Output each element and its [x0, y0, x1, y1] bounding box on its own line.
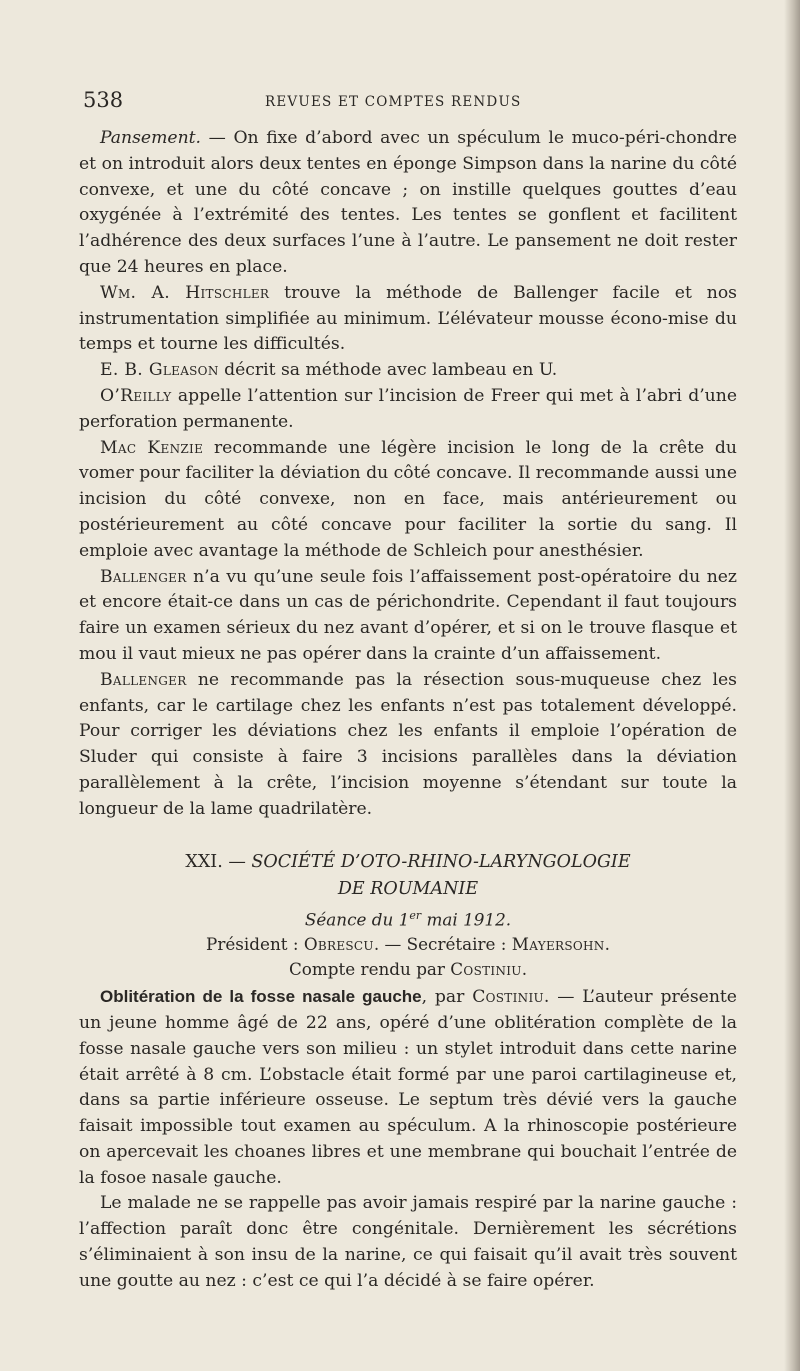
paragraph-text: n’a vu qu’une seule fois l’affaissement post-opératoire du nez et encore était-ce dans un cas de périchondrite. Cependant il faut toujours faire un examen sérieux du nez avant d’opérer, et si on le trouve flasque et mou il vaut mieux ne pas opérer dans la crainte d’un affaissement.: [79, 566, 737, 664]
page-number: 538: [83, 88, 124, 112]
reporter-name: Costiniu: [450, 959, 522, 980]
author-name: Costiniu: [472, 987, 544, 1008]
paragraph-text: Le malade ne se rappelle pas avoir jamais respiré par la narine gauche : l’affection paraît donc être congénitale. Dernièrement les sécrétions s’éliminaient à son insu de la narine, ce qui faisait qu’il avait très souvent une goutte au nez : c’est ce qui l’a décidé à se faire opérer.: [79, 1193, 737, 1291]
author-name: O’Reilly: [100, 385, 172, 406]
seance-text: Séance du 1: [304, 909, 410, 930]
section-heading: [79, 849, 737, 983]
paragraph-text: . — L’auteur présente un jeune homme âgé de 22 ans, opéré d’une oblitération complète de la fosse nasale gauche vers son milieu : un stylet introduit dans cette narine était arrêté à 8 cm. L’obstacle était formé par une paroi cartilagineuse et, dans sa partie inférieure osseuse. Le septum très dévié vers la gauche faisait impossible tout examen au spéculum. A la rhinoscopie postérieure on apercevait les choanes libres et une membrane qui bouchait l’entrée de la fosoe nasale gauche.: [79, 987, 737, 1188]
section-title-line-1: [79, 849, 737, 876]
reporter-end: .: [521, 959, 528, 980]
paragraph-gleason: [79, 358, 737, 384]
secretary-label: . — Secrétaire :: [373, 934, 512, 955]
page-body: [79, 126, 737, 1295]
paragraph-text: décrit sa méthode avec lambeau en U.: [218, 360, 558, 381]
paragraph-label: Pansement.: [100, 128, 202, 148]
running-title: REVUES ET COMPTES RENDUS: [265, 94, 522, 110]
paragraph-hitschler: [79, 281, 737, 358]
page-header: [83, 88, 733, 118]
reporter-line: [79, 957, 737, 982]
section-title-line-2: DE ROUMANIE: [337, 878, 479, 899]
secretary-end: .: [604, 934, 610, 955]
article-title: Oblitération de la fosse nasale gauche: [100, 987, 422, 1007]
paragraph-text: appelle l’attention sur l’incision de Freer qui met à l’abri d’une perforation permanente.: [79, 385, 737, 432]
reporter-label: Compte rendu par: [288, 959, 451, 980]
seance-text-end: mai 1912.: [421, 909, 512, 930]
president-name: Obrescu: [303, 934, 374, 955]
seance-superscript: er: [409, 908, 422, 922]
president-label: Président :: [206, 934, 304, 955]
author-name: Mac Kenzie: [100, 437, 204, 458]
paragraph-ballenger-1: [79, 565, 737, 668]
section-title: SOCIÉTÉ D’OTO-RHINO-LARYNGOLOGIE: [251, 851, 631, 872]
paragraph-malade: [79, 1191, 737, 1294]
seance-date: [79, 903, 737, 933]
author-name: Wm. A. Hitschler: [100, 282, 270, 303]
officers-line: [79, 932, 737, 957]
paragraph-text: ne recommande pas la résection sous-muqueuse chez les enfants, car le cartilage chez les enfants n’est pas totalement développé. Pour corriger les déviations chez les enfants il emploie l’opération de Sluder qui consiste à faire 3 incisions parallèles dans la déviation parallèlement à la crête, l’incision moyenne s’étendant sur toute la longueur de la lame quadrilatère.: [79, 669, 737, 819]
paragraph-pansement: [79, 126, 737, 281]
paragraph-ballenger-2: [79, 668, 737, 823]
author-name: E. B. Gleason: [100, 360, 219, 381]
page-edge-shadow: [784, 0, 800, 1371]
article-by: , par: [421, 987, 473, 1008]
paragraph-text: — On fixe d’abord avec un spéculum le muco-péri-chondre et on introduit alors deux tentes en éponge Simpson dans la narine du côté convexe, et une du côté concave ; on instille quelques gouttes d’eau oxygénée à l’extrémité des tentes. Les tentes se gonflent et facilitent l’adhérence des deux surfaces l’une à l’autre. Le pansement ne doit rester que 24 heures en place.: [79, 128, 737, 277]
paragraph-obliteration: [79, 984, 737, 1191]
secretary-name: Mayersohn: [511, 934, 605, 955]
paragraph-mackenzie: [79, 436, 737, 565]
author-name: Ballenger: [100, 669, 187, 690]
paragraph-oreilly: [79, 384, 737, 436]
author-name: Ballenger: [100, 566, 187, 587]
paragraph-text: recommande une légère incision le long de la crête du vomer pour faciliter la déviation du côté concave. Il recommande aussi une incision du côté convexe, non en face, mais antérieurement ou postérieurement au côté concave pour faciliter la sortie du sang. Il emploie avec avantage la méthode de Schleich pour anesthésier.: [79, 437, 737, 561]
section-number: XXI. —: [185, 851, 252, 872]
paragraph-text: trouve la méthode de Ballenger facile et nos instrumentation simplifiée au minimum. L’élévateur mousse écono-mise du temps et tourne les difficultés.: [79, 282, 737, 355]
